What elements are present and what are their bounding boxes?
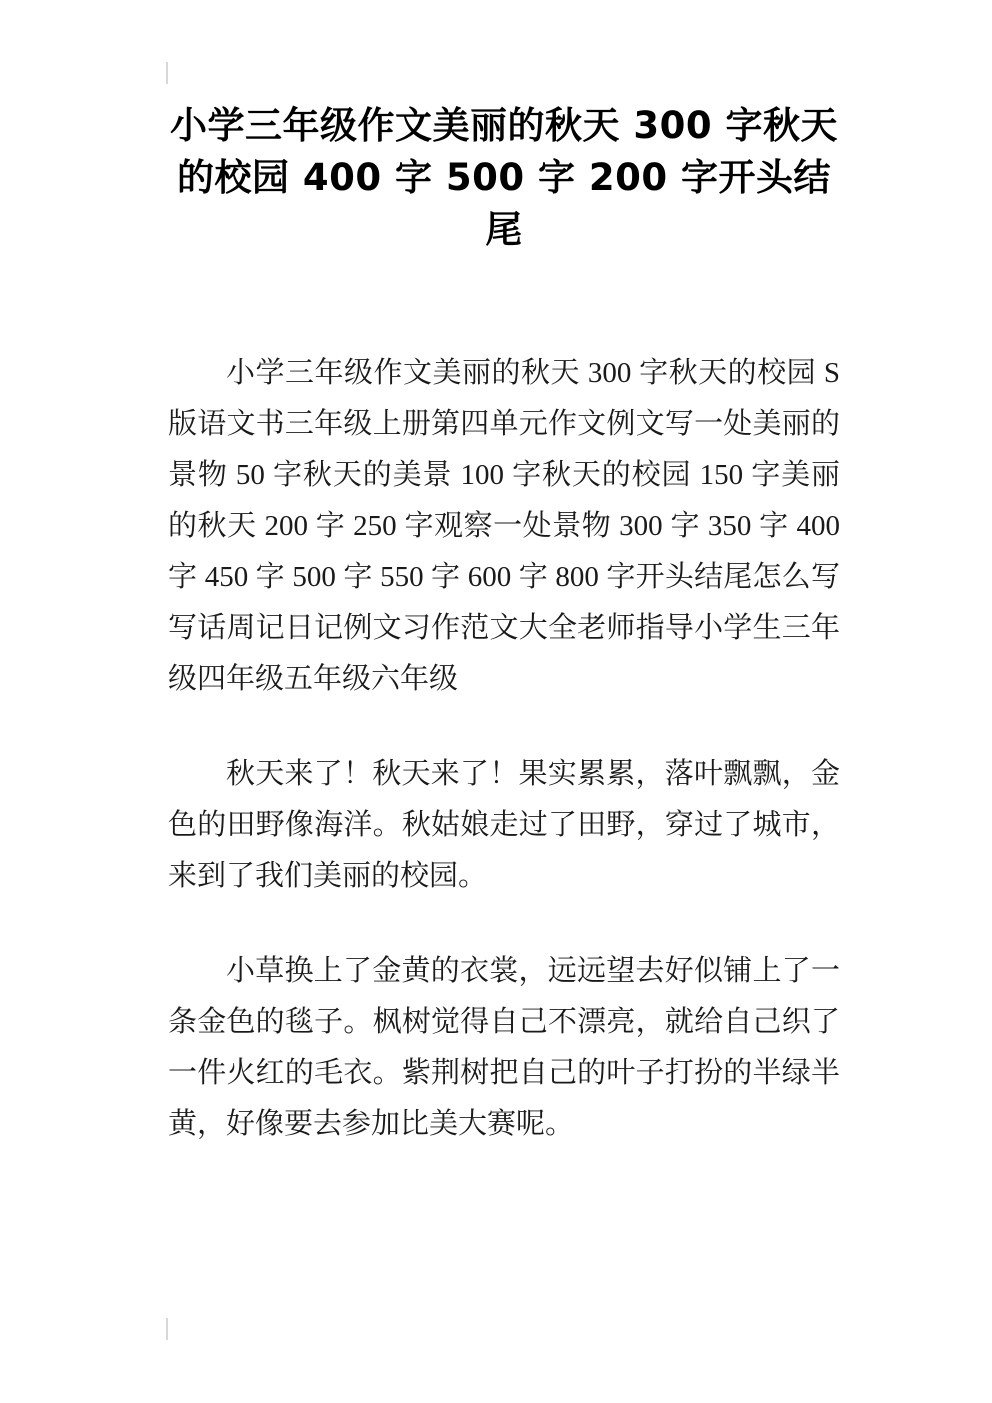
paragraph-2: 秋天来了！秋天来了！果实累累，落叶飘飘，金色的田野像海洋。秋姑娘走过了田野，穿过了城市，来到了我们美丽的校园。: [168, 758, 840, 892]
paragraph-3: 小草换上了金黄的衣裳，远远望去好似铺上了一条金色的毯子。枫树觉得自己不漂亮，就给自己织了一件火红的毛衣。紫荆树把自己的叶子打扮的半绿半黄，好像要去参加比美大赛呢。: [168, 955, 840, 1140]
page-corner-mark-top-left: [166, 62, 168, 84]
page-corner-mark-bottom-left: [166, 1318, 168, 1340]
paragraph-1: 小学三年级作文美丽的秋天 300 字秋天的校园 S 版语文书三年级上册第四单元作文例文写一处美丽的景物 50 字秋天的美景 100 字秋天的校园 150 字美丽的秋天 200 字 250 字观察一处景物 300 字 350 字 400 字 450 字 500 字 550 字 600 字 800 字开头结尾怎么写写话周记日记例文习作范文大全老师指导小学生三年级四年级五年级六年级: [168, 357, 840, 695]
paragraph-spacer-2: [168, 902, 840, 946]
page-title: 小学三年级作文美丽的秋天 300 字秋天的校园 400 字 500 字 200 字开头结尾: [170, 104, 838, 251]
title-body-spacer: [168, 256, 840, 348]
document-body: [168, 100, 840, 1150]
paragraph-spacer-1: [168, 705, 840, 749]
